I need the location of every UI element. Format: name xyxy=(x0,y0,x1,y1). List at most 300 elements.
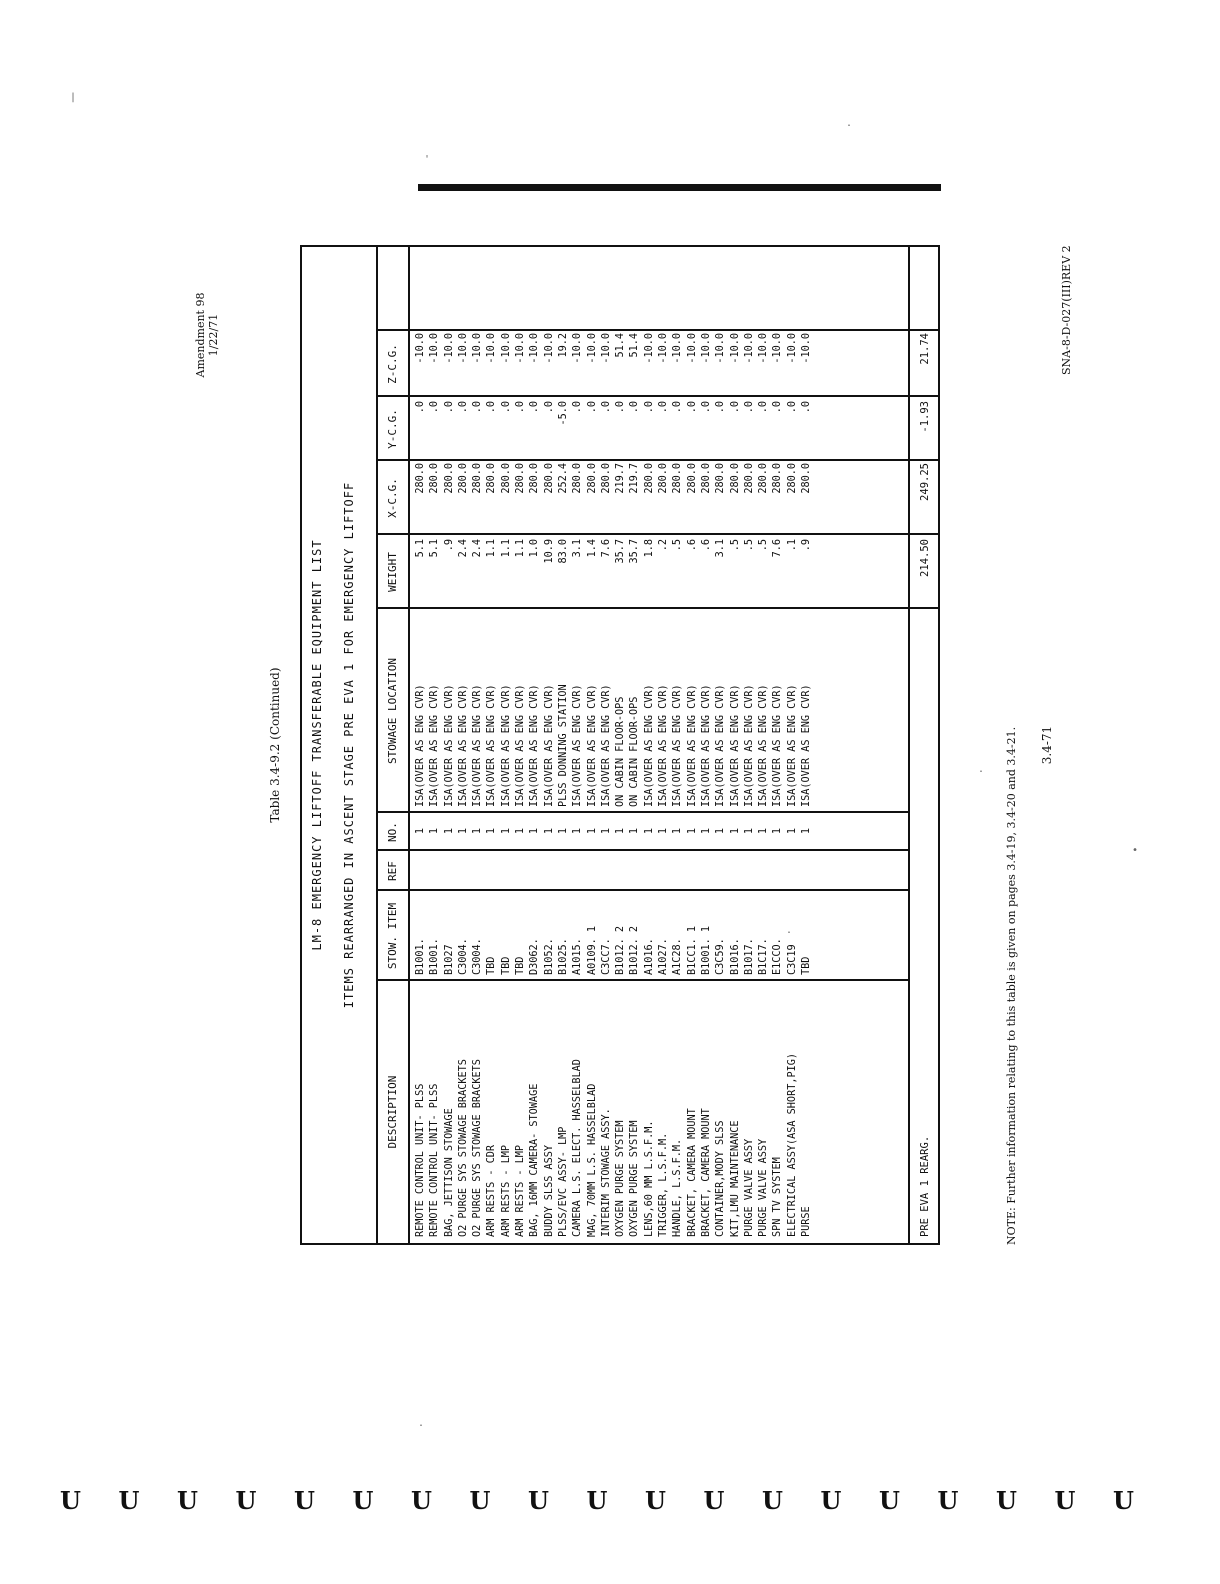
margin-glyph: U xyxy=(586,1486,608,1515)
cell-weight: 1.0 xyxy=(529,539,541,558)
cell-x-cg: 280.0 xyxy=(729,463,741,494)
cell-weight: 3.1 xyxy=(715,539,727,558)
cell-z-cg: -10.0 xyxy=(586,333,598,364)
cell-stow-item: E1CCO. xyxy=(772,938,784,975)
cell-weight: 1.1 xyxy=(515,539,527,558)
cell-description: INTERIM STOWAGE ASSY. xyxy=(600,1108,612,1237)
cell-x-cg: 280.0 xyxy=(443,463,455,494)
cell-quantity: 1 xyxy=(786,827,798,835)
margin-glyph: U xyxy=(645,1486,666,1515)
cell-y-cg: .0 xyxy=(643,401,655,414)
cell-stow-item: TBD xyxy=(801,956,813,975)
cell-x-cg: 280.0 xyxy=(743,463,755,494)
margin-glyph: U xyxy=(235,1486,257,1515)
cell-z-cg: -10.0 xyxy=(500,333,512,364)
cell-stow-item: A1C28. xyxy=(672,938,684,975)
cell-y-cg: .0 xyxy=(629,401,641,414)
header-weight: WEIGHT xyxy=(386,552,399,592)
cell-x-cg: 280.0 xyxy=(672,463,684,494)
cell-weight: .9 xyxy=(801,539,813,552)
cell-z-cg: -10.0 xyxy=(715,333,727,364)
cell-z-cg: 19.2 xyxy=(557,333,569,358)
table-row xyxy=(771,243,785,1243)
cell-description: REMOTE CONTROL UNIT- PLSS xyxy=(415,1083,426,1237)
cell-x-cg: 280.0 xyxy=(415,463,426,494)
cell-x-cg: 280.0 xyxy=(715,463,727,494)
cell-weight: .6 xyxy=(700,539,712,552)
cell-x-cg: 280.0 xyxy=(772,463,784,494)
cell-y-cg: .0 xyxy=(615,401,627,414)
table-row xyxy=(485,243,499,1243)
cell-quantity: 1 xyxy=(529,827,541,835)
cell-description: OXYGEN PURGE SYSTEM xyxy=(629,1120,641,1237)
cell-description: KIT,LMU MAINTENANCE xyxy=(729,1120,741,1237)
cell-quantity: 1 xyxy=(700,827,712,835)
header-x-cg: X-C.G. xyxy=(386,478,399,518)
cell-quantity: 1 xyxy=(772,827,784,835)
cell-y-cg: .0 xyxy=(543,401,555,414)
cell-stow-item: A1027. xyxy=(658,938,670,975)
scan-mark: • xyxy=(1132,845,1139,856)
table-row xyxy=(471,243,485,1243)
cell-y-cg: .0 xyxy=(801,401,813,414)
cell-description: ARM RESTS - LMP xyxy=(515,1144,527,1237)
header-no: NO. xyxy=(386,822,399,842)
cell-stowage-location: ISA(OVER AS ENG CVR) xyxy=(443,684,455,807)
cell-description: PURSE xyxy=(801,1206,813,1237)
total-label: PRE EVA 1 REARG. xyxy=(919,1135,931,1237)
cell-z-cg: -10.0 xyxy=(443,333,455,364)
table-row xyxy=(657,243,671,1243)
total-x-cg: 249.25 xyxy=(919,463,931,501)
cell-stow-item: TBD xyxy=(515,956,527,975)
cell-stowage-location: ISA(OVER AS ENG CVR) xyxy=(729,684,741,807)
cell-stowage-location: ON CABIN FLOOR-OPS xyxy=(629,696,641,807)
cell-description: LENS,60 MM L.S.F.M. xyxy=(643,1120,655,1237)
cell-description: O2 PURGE SYS STOWAGE BRACKETS xyxy=(457,1059,469,1237)
document-number: SNA-8-D-027(III)REV 2 xyxy=(1060,245,1073,375)
margin-glyph: U xyxy=(820,1486,842,1515)
cell-description: OXYGEN PURGE SYSTEM xyxy=(615,1120,627,1237)
cell-stowage-location: ISA(OVER AS ENG CVR) xyxy=(429,684,441,807)
cell-description: CONTAINER,MODY SLSS xyxy=(715,1120,727,1237)
cell-stow-item: C3CC7. xyxy=(600,938,612,975)
cell-stowage-location: ISA(OVER AS ENG CVR) xyxy=(415,684,426,807)
cell-z-cg: -10.0 xyxy=(543,333,555,364)
cell-stowage-location: ISA(OVER AS ENG CVR) xyxy=(572,684,584,807)
cell-quantity: 1 xyxy=(572,827,584,835)
table-row xyxy=(628,243,642,1243)
cell-y-cg: .0 xyxy=(686,401,698,414)
cell-weight: 1.8 xyxy=(643,539,655,558)
cell-z-cg: -10.0 xyxy=(415,333,426,364)
cell-y-cg: .0 xyxy=(758,401,770,414)
table-row xyxy=(543,243,557,1243)
cell-quantity: 1 xyxy=(543,827,555,835)
margin-glyph: U xyxy=(60,1486,81,1515)
cell-x-cg: 280.0 xyxy=(758,463,770,494)
cell-z-cg: -10.0 xyxy=(686,333,698,364)
margin-glyph: U xyxy=(177,1486,198,1515)
cell-stow-item: B1012. 2 xyxy=(615,925,627,975)
cell-stow-item: C3C19 xyxy=(786,944,798,975)
table-row xyxy=(757,243,771,1243)
cell-weight: 35.7 xyxy=(629,539,641,564)
cell-x-cg: 280.0 xyxy=(801,463,813,494)
margin-glyph: U xyxy=(703,1486,725,1515)
table-row xyxy=(643,243,657,1243)
table-subtitle: ITEMS REARRANGED IN ASCENT STAGE PRE EVA 1 FOR EMERGENCY LIFTOFF xyxy=(342,481,356,1009)
cell-z-cg: -10.0 xyxy=(429,333,441,364)
cell-quantity: 1 xyxy=(600,827,612,835)
cell-description: HANDLE, L.S.F.M. xyxy=(672,1138,684,1237)
cell-weight: 7.6 xyxy=(600,539,612,558)
margin-glyph: U xyxy=(1054,1486,1076,1515)
cell-stow-item: C3C59. xyxy=(715,938,727,975)
cell-x-cg: 219.7 xyxy=(629,463,641,494)
equipment-table xyxy=(300,245,940,1245)
table-row xyxy=(729,243,743,1243)
header-stowage-location: STOWAGE LOCATION xyxy=(386,658,399,764)
cell-z-cg: -10.0 xyxy=(529,333,541,364)
cell-description: BAG, JETTISON STOWAGE xyxy=(443,1108,455,1237)
cell-y-cg: .0 xyxy=(772,401,784,414)
table-row xyxy=(714,243,728,1243)
margin-glyph: U xyxy=(528,1486,549,1515)
cell-quantity: 1 xyxy=(472,827,484,835)
table-title: LM-8 EMERGENCY LIFTOFF TRANSFERABLE EQUIPMENT LIST xyxy=(310,539,324,951)
scan-mark: ' xyxy=(424,154,431,165)
cell-x-cg: 280.0 xyxy=(786,463,798,494)
cell-quantity: 1 xyxy=(758,827,770,835)
margin-glyph-row xyxy=(60,1486,1160,1516)
cell-quantity: 1 xyxy=(557,827,569,835)
cell-stow-item: D3062. xyxy=(529,938,541,975)
cell-y-cg: .0 xyxy=(443,401,455,414)
cell-weight: 5.1 xyxy=(415,539,426,558)
cell-weight: 83.0 xyxy=(557,539,569,564)
total-z-cg: 21.74 xyxy=(919,333,931,365)
cell-x-cg: 280.0 xyxy=(472,463,484,494)
cell-quantity: 1 xyxy=(615,827,627,835)
cell-stow-item: B1027 xyxy=(443,944,455,975)
margin-glyph: U xyxy=(411,1486,432,1515)
scan-mark: | xyxy=(70,92,77,103)
cell-y-cg: .0 xyxy=(700,401,712,414)
cell-description: PURGE VALVE ASSY xyxy=(743,1138,755,1237)
scan-mark: . xyxy=(978,764,985,775)
cell-z-cg: -10.0 xyxy=(486,333,498,364)
cell-y-cg: .0 xyxy=(600,401,612,414)
cell-z-cg: -10.0 xyxy=(672,333,684,364)
cell-z-cg: 51.4 xyxy=(629,333,641,358)
cell-description: ARM RESTS - LMP xyxy=(500,1144,512,1237)
cell-stow-item: B1016. xyxy=(729,938,741,975)
amendment-block xyxy=(194,285,220,385)
cell-z-cg: -10.0 xyxy=(801,333,813,364)
scan-mark: . xyxy=(418,1418,425,1429)
margin-glyph: U xyxy=(762,1486,783,1515)
cell-y-cg: .0 xyxy=(786,401,798,414)
cell-y-cg: .0 xyxy=(729,401,741,414)
cell-description: BRACKET, CAMERA MOUNT xyxy=(686,1108,698,1237)
cell-quantity: 1 xyxy=(500,827,512,835)
header-stow-item: STOW. ITEM xyxy=(386,902,399,970)
cell-y-cg: .0 xyxy=(472,401,484,414)
margin-glyph: U xyxy=(996,1486,1017,1515)
cell-y-cg: .0 xyxy=(572,401,584,414)
cell-weight: 1.1 xyxy=(500,539,512,558)
cell-description: CAMERA L.S. ELECT. HASSELBLAD xyxy=(572,1059,584,1237)
total-y-cg: -1.93 xyxy=(919,401,931,433)
cell-stow-item: TBD xyxy=(500,956,512,975)
cell-x-cg: 280.0 xyxy=(529,463,541,494)
cell-weight: 2.4 xyxy=(472,539,484,558)
cell-x-cg: 280.0 xyxy=(600,463,612,494)
table-caption: Table 3.4-9.2 (Continued) xyxy=(268,667,282,823)
cell-x-cg: 280.0 xyxy=(700,463,712,494)
cell-stow-item: B1025. xyxy=(557,938,569,975)
cell-quantity: 1 xyxy=(457,827,469,835)
margin-glyph: U xyxy=(879,1486,900,1515)
header-ref: REF xyxy=(386,861,399,881)
cell-stowage-location: ISA(OVER AS ENG CVR) xyxy=(801,684,813,807)
cell-stow-item: B1001. 1 xyxy=(700,925,712,975)
cell-description: ARM RESTS - CDR xyxy=(486,1144,498,1237)
table-body xyxy=(414,243,814,1243)
cell-y-cg: .0 xyxy=(486,401,498,414)
cell-x-cg: 280.0 xyxy=(543,463,555,494)
cell-quantity: 1 xyxy=(801,827,813,835)
table-row xyxy=(457,243,471,1243)
table-note: NOTE: Further information relating to this table is given on pages 3.4-19, 3.4-20 and 3.4-21. xyxy=(1005,726,1018,1245)
cell-z-cg: -10.0 xyxy=(729,333,741,364)
scan-mark: . xyxy=(846,118,853,129)
cell-stow-item: B1001. xyxy=(415,938,426,975)
cell-stowage-location: ISA(OVER AS ENG CVR) xyxy=(457,684,469,807)
cell-z-cg: -10.0 xyxy=(472,333,484,364)
cell-x-cg: 219.7 xyxy=(615,463,627,494)
cell-quantity: 1 xyxy=(672,827,684,835)
cell-description: ELECTRICAL ASSY(ASA SHORT,PIG) xyxy=(786,1052,798,1237)
cell-z-cg: -10.0 xyxy=(515,333,527,364)
cell-z-cg: -10.0 xyxy=(600,333,612,364)
table-row xyxy=(800,243,814,1243)
cell-quantity: 1 xyxy=(515,827,527,835)
cell-stowage-location: ISA(OVER AS ENG CVR) xyxy=(515,684,527,807)
cell-y-cg: .0 xyxy=(715,401,727,414)
cell-stowage-location: ISA(OVER AS ENG CVR) xyxy=(715,684,727,807)
table-row xyxy=(557,243,571,1243)
cell-stowage-location: ISA(OVER AS ENG CVR) xyxy=(700,684,712,807)
cell-y-cg: .0 xyxy=(457,401,469,414)
margin-glyph: U xyxy=(937,1486,959,1515)
cell-stowage-location: ISA(OVER AS ENG CVR) xyxy=(743,684,755,807)
cell-weight: 35.7 xyxy=(615,539,627,564)
table-row xyxy=(600,243,614,1243)
cell-stowage-location: ISA(OVER AS ENG CVR) xyxy=(686,684,698,807)
margin-glyph: U xyxy=(469,1486,491,1515)
cell-stowage-location: ISA(OVER AS ENG CVR) xyxy=(672,684,684,807)
cell-weight: .5 xyxy=(729,539,741,552)
cell-weight: .6 xyxy=(686,539,698,552)
table-row xyxy=(586,243,600,1243)
table-row xyxy=(428,243,442,1243)
cell-stowage-location: ISA(OVER AS ENG CVR) xyxy=(758,684,770,807)
cell-x-cg: 252.4 xyxy=(557,463,569,494)
cell-description: BRACKET, CAMERA MOUNT xyxy=(700,1108,712,1237)
table-row xyxy=(500,243,514,1243)
table-row xyxy=(671,243,685,1243)
cell-y-cg: .0 xyxy=(415,401,426,414)
cell-z-cg: -10.0 xyxy=(786,333,798,364)
cell-z-cg: -10.0 xyxy=(772,333,784,364)
table-row xyxy=(514,243,528,1243)
cell-x-cg: 280.0 xyxy=(643,463,655,494)
cell-description: BUDDY SLSS ASSY xyxy=(543,1144,555,1237)
cell-stowage-location: ISA(OVER AS ENG CVR) xyxy=(543,684,555,807)
margin-glyph: U xyxy=(294,1486,315,1515)
cell-quantity: 1 xyxy=(443,827,455,835)
table-row xyxy=(614,243,628,1243)
cell-stow-item: C3004. xyxy=(472,938,484,975)
cell-x-cg: 280.0 xyxy=(500,463,512,494)
cell-y-cg: .0 xyxy=(743,401,755,414)
cell-stow-item: B1CC1. 1 xyxy=(686,925,698,975)
cell-description: MAG, 70MM L.S. HASSELBLAD xyxy=(586,1083,598,1237)
cell-weight: 1.4 xyxy=(586,539,598,558)
cell-quantity: 1 xyxy=(643,827,655,835)
table-row xyxy=(743,243,757,1243)
cell-quantity: 1 xyxy=(486,827,498,835)
cell-y-cg: .0 xyxy=(429,401,441,414)
table-row xyxy=(528,243,542,1243)
cell-stow-item: A0109. 1 xyxy=(586,925,598,975)
cell-description: PLSS/EVC ASSY- LMP xyxy=(557,1126,569,1237)
header-z-cg: Z-C.G. xyxy=(386,344,399,384)
margin-glyph: U xyxy=(352,1486,374,1515)
cell-y-cg: .0 xyxy=(529,401,541,414)
amendment-number: Amendment 98 xyxy=(194,292,207,378)
cell-stow-item: B1017. xyxy=(743,938,755,975)
cell-z-cg: -10.0 xyxy=(658,333,670,364)
cell-weight: 5.1 xyxy=(429,539,441,558)
cell-stowage-location: PLSS DONNING STATION xyxy=(557,684,569,807)
cell-x-cg: 280.0 xyxy=(429,463,441,494)
cell-x-cg: 280.0 xyxy=(686,463,698,494)
cell-quantity: 1 xyxy=(729,827,741,835)
cell-stow-item: A1016. xyxy=(643,938,655,975)
cell-z-cg: -10.0 xyxy=(758,333,770,364)
cell-stow-item: C3004. xyxy=(457,938,469,975)
cell-weight: 10.9 xyxy=(543,539,555,564)
cell-stow-item: TBD xyxy=(486,956,498,975)
cell-stow-item: B1C17. xyxy=(758,938,770,975)
cell-z-cg: -10.0 xyxy=(643,333,655,364)
cell-weight: .2 xyxy=(658,539,670,552)
cell-z-cg: -10.0 xyxy=(572,333,584,364)
table-row xyxy=(786,243,800,1243)
cell-weight: 1.1 xyxy=(486,539,498,558)
rotated-page xyxy=(194,245,1073,1245)
cell-stowage-location: ISA(OVER AS ENG CVR) xyxy=(658,684,670,807)
table-row xyxy=(571,243,585,1243)
cell-quantity: 1 xyxy=(658,827,670,835)
margin-glyph: U xyxy=(1113,1486,1134,1515)
cell-stowage-location: ISA(OVER AS ENG CVR) xyxy=(472,684,484,807)
header-y-cg: Y-C.G. xyxy=(386,409,399,449)
cell-x-cg: 280.0 xyxy=(572,463,584,494)
cell-description: PURGE VALVE ASSY xyxy=(758,1138,770,1237)
cell-quantity: 1 xyxy=(429,827,441,835)
table-row xyxy=(686,243,700,1243)
cell-weight: 2.4 xyxy=(457,539,469,558)
cell-weight: 3.1 xyxy=(572,539,584,558)
cell-z-cg: -10.0 xyxy=(743,333,755,364)
table-row xyxy=(443,243,457,1243)
cell-y-cg: .0 xyxy=(658,401,670,414)
cell-stowage-location: ISA(OVER AS ENG CVR) xyxy=(529,684,541,807)
cell-x-cg: 280.0 xyxy=(515,463,527,494)
cell-stowage-location: ISA(OVER AS ENG CVR) xyxy=(772,684,784,807)
cell-y-cg: .0 xyxy=(500,401,512,414)
cell-description: TRIGGER, L.S.F.M. xyxy=(658,1132,670,1237)
cell-quantity: 1 xyxy=(629,827,641,835)
cell-quantity: 1 xyxy=(715,827,727,835)
header-description: DESCRIPTION xyxy=(386,1075,399,1149)
cell-stowage-location: ISA(OVER AS ENG CVR) xyxy=(643,684,655,807)
amendment-date: 1/22/71 xyxy=(207,313,220,357)
cell-weight: .9 xyxy=(443,539,455,552)
cell-quantity: 1 xyxy=(686,827,698,835)
cell-stow-item: B1052. xyxy=(543,938,555,975)
cell-weight: .1 xyxy=(786,539,798,552)
cell-y-cg: -5.0 xyxy=(557,401,569,426)
cell-y-cg: .0 xyxy=(586,401,598,414)
cell-stowage-location: ISA(OVER AS ENG CVR) xyxy=(786,684,798,807)
cell-stow-item: B1012. 2 xyxy=(629,925,641,975)
cell-quantity: 1 xyxy=(743,827,755,835)
cell-z-cg: -10.0 xyxy=(457,333,469,364)
page-number: 3.4-71 xyxy=(1040,725,1054,765)
cell-x-cg: 280.0 xyxy=(586,463,598,494)
cell-x-cg: 280.0 xyxy=(658,463,670,494)
margin-glyph: U xyxy=(118,1486,140,1515)
cell-description: BAG, 16MM CAMERA- STOWAGE xyxy=(529,1083,541,1237)
cell-x-cg: 280.0 xyxy=(486,463,498,494)
cell-description: O2 PURGE SYS STOWAGE BRACKETS xyxy=(472,1059,484,1237)
table-row xyxy=(414,243,428,1243)
cell-quantity: 1 xyxy=(415,827,426,835)
revision-bar xyxy=(418,184,941,191)
scan-mark: . xyxy=(786,925,793,936)
cell-weight: .5 xyxy=(758,539,770,552)
cell-stowage-location: ISA(OVER AS ENG CVR) xyxy=(600,684,612,807)
cell-stowage-location: ISA(OVER AS ENG CVR) xyxy=(500,684,512,807)
cell-stowage-location: ON CABIN FLOOR-OPS xyxy=(615,696,627,807)
table-row xyxy=(700,243,714,1243)
cell-stow-item: A1015. xyxy=(572,938,584,975)
cell-z-cg: -10.0 xyxy=(700,333,712,364)
cell-quantity: 1 xyxy=(586,827,598,835)
cell-stow-item: B1001. xyxy=(429,938,441,975)
cell-description: SPN TV SYSTEM xyxy=(772,1157,784,1237)
cell-description: REMOTE CONTROL UNIT- PLSS xyxy=(429,1083,441,1237)
cell-stowage-location: ISA(OVER AS ENG CVR) xyxy=(486,684,498,807)
cell-weight: .5 xyxy=(743,539,755,552)
cell-x-cg: 280.0 xyxy=(457,463,469,494)
cell-weight: 7.6 xyxy=(772,539,784,558)
